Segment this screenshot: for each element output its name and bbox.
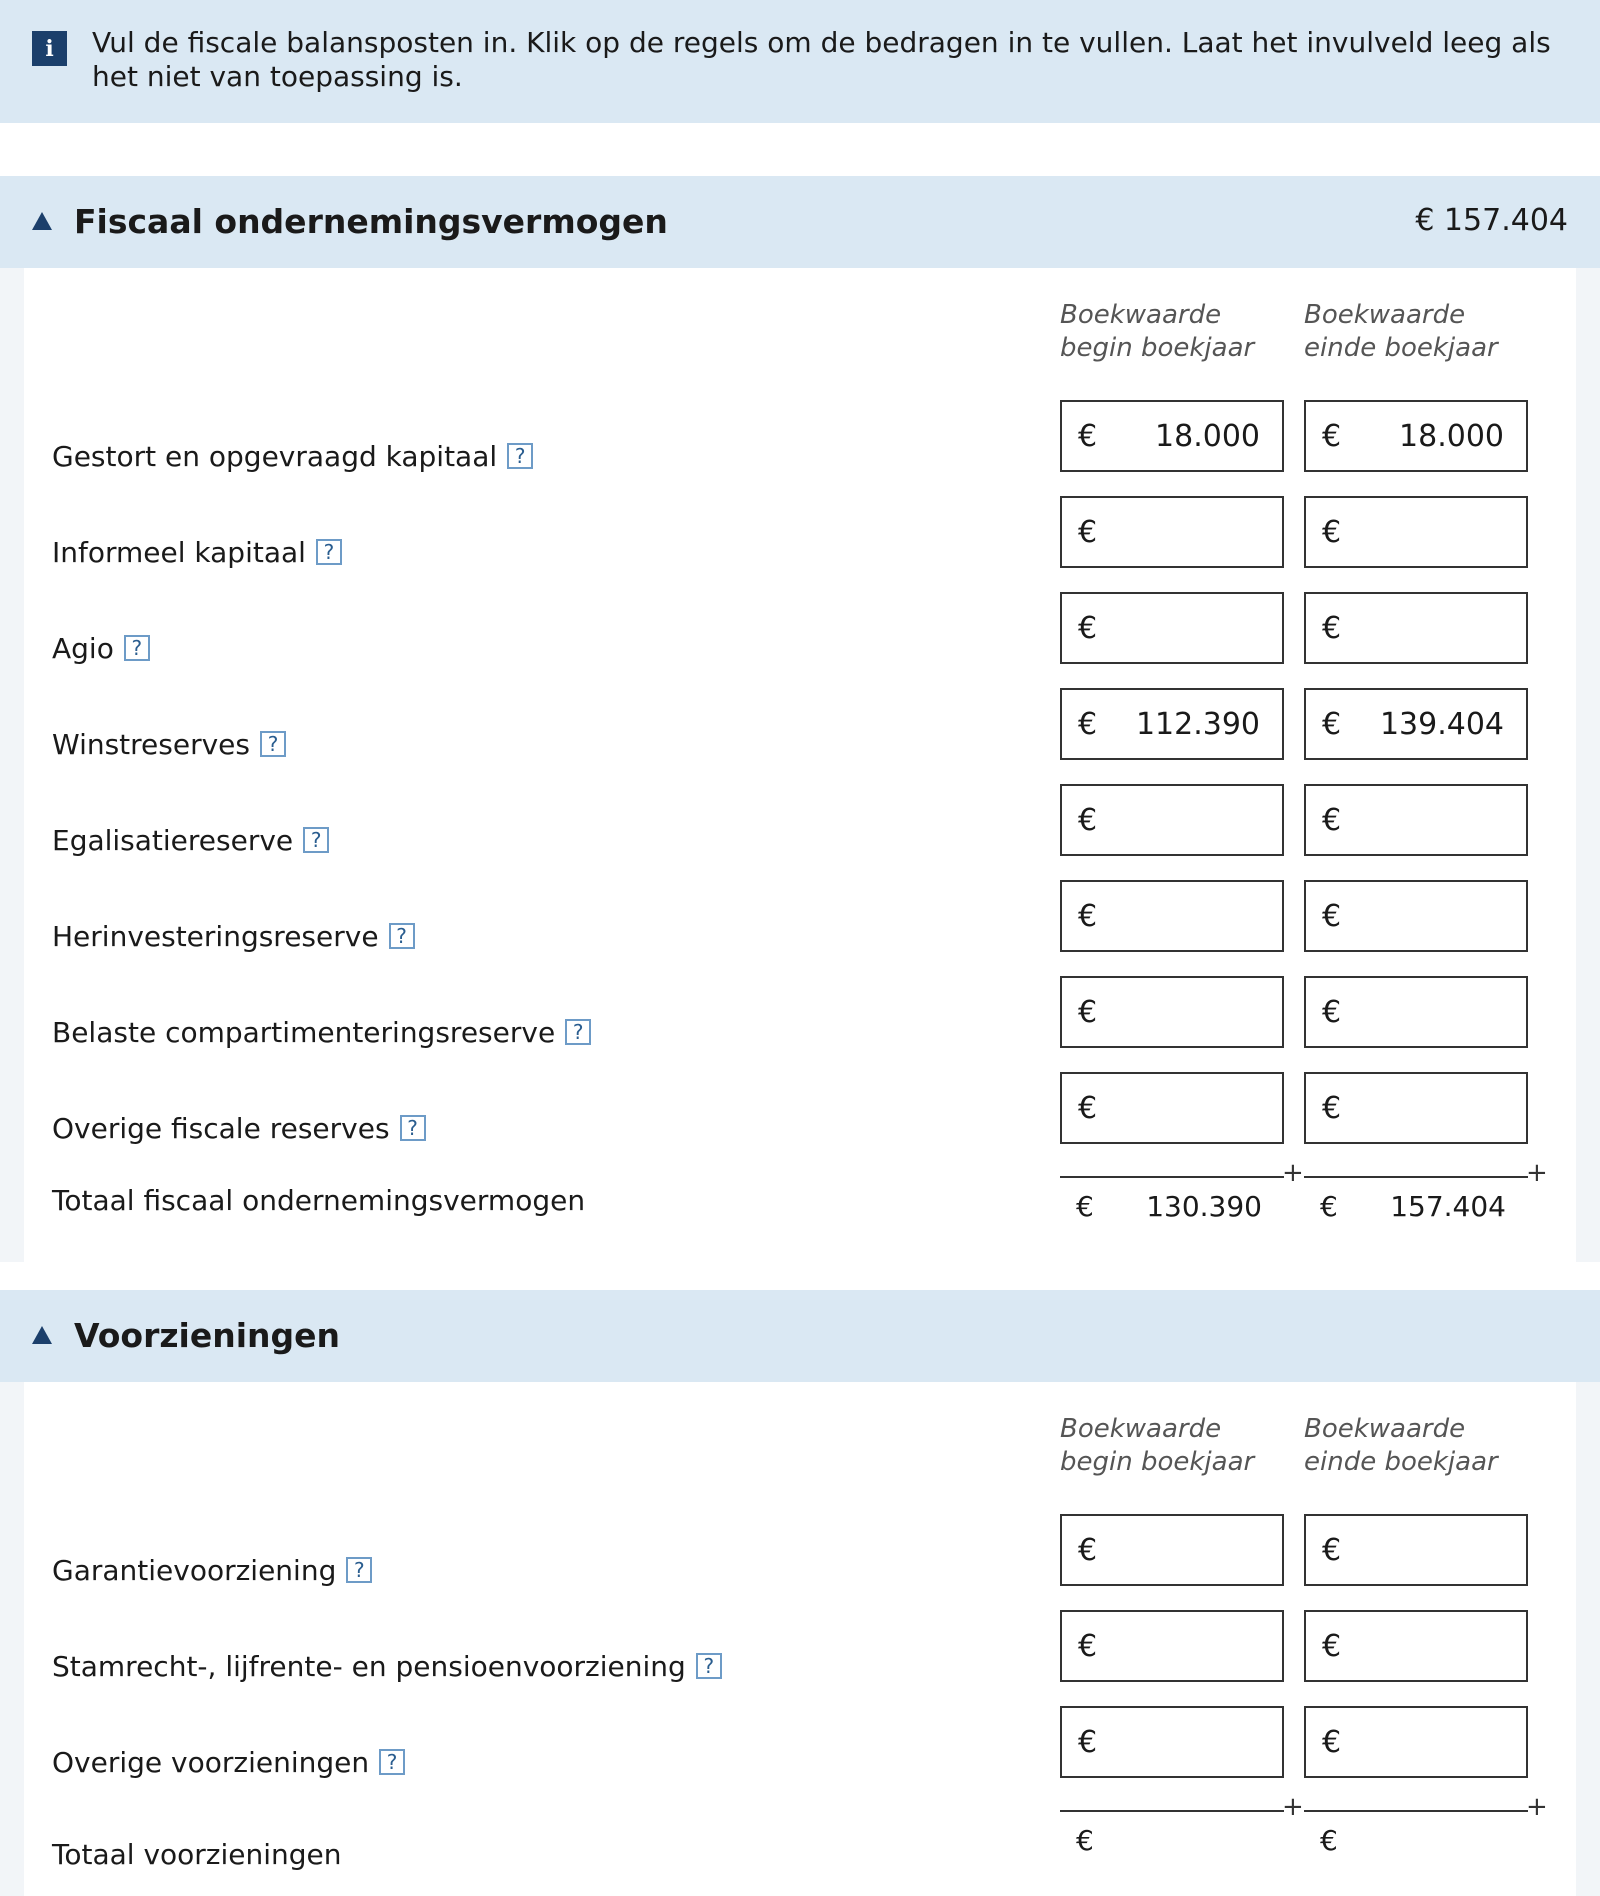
column-header-begin: Boekwaarde begin boekjaar — [1060, 1414, 1255, 1477]
row-label: Winstreserves ? — [52, 724, 286, 764]
euro-sign: € — [1078, 419, 1098, 454]
euro-sign: € — [1322, 1725, 1342, 1760]
total-value: 130.390 — [1146, 1190, 1262, 1223]
begin-amount-input[interactable] — [1060, 1072, 1284, 1144]
help-icon[interactable]: ? — [507, 443, 533, 469]
help-icon[interactable]: ? — [316, 539, 342, 565]
help-icon[interactable]: ? — [379, 1749, 405, 1775]
sum-line — [1060, 1810, 1284, 1812]
euro-sign: € — [1322, 1629, 1342, 1664]
field-value: 18.000 — [1399, 419, 1504, 454]
row-label: Overige voorzieningen ? — [52, 1742, 405, 1782]
sum-line — [1304, 1176, 1528, 1178]
euro-sign: € — [1322, 611, 1342, 646]
row-label: Informeel kapitaal ? — [52, 532, 342, 572]
help-icon[interactable]: ? — [696, 1653, 722, 1679]
help-icon[interactable]: ? — [303, 827, 329, 853]
help-icon[interactable]: ? — [346, 1557, 372, 1583]
euro-sign: € — [1322, 707, 1342, 742]
euro-sign: € — [1078, 1091, 1098, 1126]
euro-sign: € — [1078, 1533, 1098, 1568]
field-value: 18.000 — [1155, 419, 1260, 454]
begin-amount-input[interactable] — [1060, 592, 1284, 664]
end-amount-input[interactable] — [1304, 496, 1528, 568]
section-header-voorzieningen[interactable] — [0, 1290, 1600, 1382]
info-text: Vul de fiscale balansposten in. Klik op de regels om de bedragen in te vullen. Laat het invulveld leeg als het niet van toepassing is. — [92, 26, 1551, 93]
euro-sign: € — [1076, 1824, 1094, 1857]
euro-sign: € — [1322, 803, 1342, 838]
section-total: € 157.404 — [1415, 203, 1568, 238]
euro-sign: € — [1078, 1629, 1098, 1664]
row-label: Gestort en opgevraagd kapitaal ? — [52, 436, 533, 476]
total-value: 157.404 — [1390, 1190, 1506, 1223]
euro-sign: € — [1322, 899, 1342, 934]
begin-amount-input[interactable] — [1060, 1514, 1284, 1586]
euro-sign: € — [1076, 1190, 1094, 1223]
plus-icon: + — [1282, 1158, 1304, 1188]
info-icon: i — [32, 31, 67, 66]
begin-amount-input[interactable] — [1060, 688, 1284, 760]
end-amount-input[interactable] — [1304, 1706, 1528, 1778]
total-row-label: Totaal fiscaal ondernemingsvermogen — [52, 1183, 586, 1217]
column-header-begin: Boekwaarde begin boekjaar — [1060, 300, 1255, 363]
row-label: Overige fiscale reserves ? — [52, 1108, 426, 1148]
end-amount-input[interactable] — [1304, 1514, 1528, 1586]
collapse-triangle-icon[interactable] — [32, 212, 52, 230]
field-value: 139.404 — [1379, 707, 1504, 742]
begin-amount-input[interactable] — [1060, 1706, 1284, 1778]
euro-sign: € — [1320, 1190, 1338, 1223]
total-row-label: Totaal voorzieningen — [52, 1837, 342, 1871]
plus-icon: + — [1526, 1158, 1548, 1188]
section-header-fiscaal-ondernemingsvermogen[interactable] — [0, 176, 1600, 268]
section-body-voorzieningen — [0, 1382, 1600, 1896]
euro-sign: € — [1078, 995, 1098, 1030]
euro-sign: € — [1320, 1824, 1338, 1857]
end-amount-input[interactable] — [1304, 880, 1528, 952]
euro-sign: € — [1078, 1725, 1098, 1760]
begin-amount-input[interactable] — [1060, 880, 1284, 952]
row-label: Garantievoorziening ? — [52, 1550, 372, 1590]
total-end — [1304, 1792, 1548, 1870]
end-amount-input[interactable] — [1304, 400, 1528, 472]
sum-line — [1304, 1810, 1528, 1812]
plus-icon: + — [1526, 1792, 1548, 1822]
euro-sign: € — [1078, 803, 1098, 838]
section-body-fiscaal-ondernemingsvermogen — [0, 268, 1600, 1262]
begin-amount-input[interactable] — [1060, 1610, 1284, 1682]
euro-sign: € — [1322, 419, 1342, 454]
plus-icon: + — [1282, 1792, 1304, 1822]
end-amount-input[interactable] — [1304, 1072, 1528, 1144]
begin-amount-input[interactable] — [1060, 496, 1284, 568]
help-icon[interactable]: ? — [124, 635, 150, 661]
section-title: Voorzieningen — [74, 1316, 341, 1355]
euro-sign: € — [1078, 707, 1098, 742]
euro-sign: € — [1078, 611, 1098, 646]
field-value: 112.390 — [1135, 707, 1260, 742]
column-header-end: Boekwaarde einde boekjaar — [1304, 1414, 1498, 1477]
section-title: Fiscaal ondernemingsvermogen — [74, 202, 668, 241]
euro-sign: € — [1078, 899, 1098, 934]
end-amount-input[interactable] — [1304, 976, 1528, 1048]
sum-line — [1060, 1176, 1284, 1178]
info-banner — [0, 0, 1600, 123]
end-amount-input[interactable] — [1304, 592, 1528, 664]
begin-amount-input[interactable] — [1060, 976, 1284, 1048]
euro-sign: € — [1322, 1533, 1342, 1568]
column-header-end: Boekwaarde einde boekjaar — [1304, 300, 1498, 363]
euro-sign: € — [1322, 515, 1342, 550]
total-begin — [1060, 1158, 1304, 1236]
euro-sign: € — [1322, 995, 1342, 1030]
begin-amount-input[interactable] — [1060, 400, 1284, 472]
euro-sign: € — [1078, 515, 1098, 550]
end-amount-input[interactable] — [1304, 1610, 1528, 1682]
total-end — [1304, 1158, 1548, 1236]
help-icon[interactable]: ? — [400, 1115, 426, 1141]
begin-amount-input[interactable] — [1060, 784, 1284, 856]
help-icon[interactable]: ? — [260, 731, 286, 757]
row-label: Agio ? — [52, 628, 150, 668]
total-begin — [1060, 1792, 1304, 1870]
row-label: Egalisatiereserve ? — [52, 820, 329, 860]
end-amount-input[interactable] — [1304, 784, 1528, 856]
row-label: Belaste compartimenteringsreserve ? — [52, 1012, 591, 1052]
euro-sign: € — [1322, 1091, 1342, 1126]
row-label: Stamrecht-, lijfrente- en pensioenvoorziening ? — [52, 1646, 722, 1686]
help-icon[interactable]: ? — [389, 923, 415, 949]
row-label: Herinvesteringsreserve ? — [52, 916, 415, 956]
end-amount-input[interactable] — [1304, 688, 1528, 760]
help-icon[interactable]: ? — [565, 1019, 591, 1045]
collapse-triangle-icon[interactable] — [32, 1326, 52, 1344]
